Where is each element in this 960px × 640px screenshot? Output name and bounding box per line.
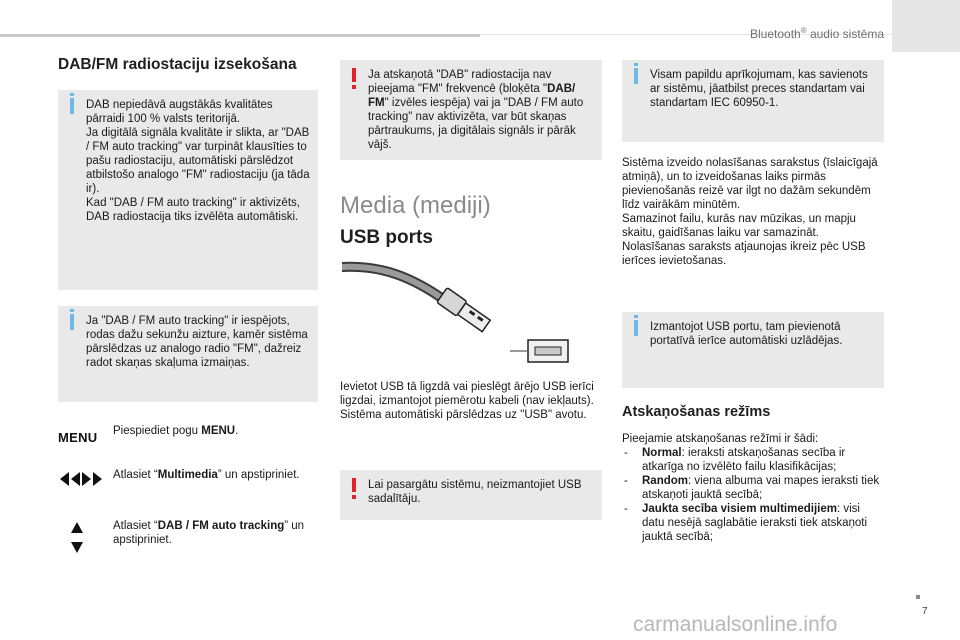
usb-ports-title: USB ports (340, 227, 433, 248)
step-menu-post: . (235, 425, 239, 437)
dab-warning-pre: Ja atskaņotā "DAB" radiostacija nav pieejama "FM" frekvencē (bloķēta " (368, 69, 552, 95)
header-rule (480, 34, 960, 35)
info-icon (634, 68, 638, 84)
playlist-text-line-2: Samazinot failu, kurās nav mūzikas, un mapju skaitu, gaidīšanas laiku var samazināt. (622, 213, 856, 239)
step-auto-tracking-post: ” un apstipriniet. (113, 520, 305, 546)
playback-modes-title: Atskaņošanas režīms (622, 404, 771, 420)
menu-button-icon: MENU (58, 430, 98, 445)
step-menu-pre: Piespiediet pogu (113, 425, 202, 437)
mode-shuffle-all (622, 502, 884, 544)
step-menu-bold: MENU (201, 425, 236, 437)
dab-info-note (58, 90, 318, 290)
header-tab (892, 0, 960, 52)
mode-shuffle-all-desc: : visi datu nesējā saglabātie ieraksti tiek atskaņoti jauktā secībā; (642, 503, 868, 543)
step-auto-tracking-pre: Atlasiet “ (113, 520, 158, 532)
up-down-arrows-icon (71, 522, 83, 553)
usb-cable-icon (342, 255, 572, 373)
page-number: 7 (922, 606, 928, 617)
playlist-text-line-3: Nolasīšanas saraksts atjaunojas ikreiz pēc USB ierīces ievietošanas. (622, 241, 866, 267)
media-title: Media (mediji) (340, 192, 491, 219)
step-multimedia (113, 468, 303, 482)
media-title-wrap (340, 192, 491, 220)
modes-text (622, 432, 884, 544)
step-auto-tracking (113, 519, 313, 547)
dab-info-line-2: Ja digitālā signāla kvalitāte ir slikta, ar "DAB / FM auto tracking" var turpināt klausīties to pašu radiostaciju, automātiski pārslēdzot atbilstošo analogo "FM" radiostaciju (ja tāda ir). (86, 127, 310, 195)
usb-title-wrap (340, 227, 433, 249)
mode-normal (622, 446, 884, 474)
section-header (750, 26, 884, 41)
dab-delay-text: Ja "DAB / FM auto tracking" ir iespējots, rodas dažu sekunžu aizture, kamēr sistēma pārslēdzas uz analogo radio "FM", dažreiz radot skaņas skaļuma izmaiņas. (86, 315, 308, 369)
header-title-rest: audio sistēma (806, 27, 884, 41)
dab-info-line-3: Kad "DAB / FM auto tracking" ir aktivizēts, DAB radiostacija tiks izvēlēta automātiski. (86, 197, 300, 223)
top-rule (0, 34, 480, 37)
dab-delay-note (58, 306, 318, 402)
modes-title-wrap (622, 404, 770, 420)
mode-random (622, 474, 884, 502)
usb-text (340, 380, 602, 422)
modes-intro: Pieejamie atskaņošanas režīmi ir šādi: (622, 433, 819, 445)
left-right-arrows-icon (60, 472, 102, 486)
usb-text-line-1: Ievietot USB tā ligzdā vai pieslēgt ārējo USB ierīci ligzdai, izmantojot piemērotu kabeli (nav iekļauts). (340, 381, 594, 407)
info-icon (70, 98, 74, 114)
usb-hub-warning-text: Lai pasargātu sistēmu, neizmantojiet USB sadalītāju. (368, 479, 582, 505)
mode-random-name: Random (642, 475, 688, 487)
mode-shuffle-all-name: Jaukta secība visiem multimedijiem (642, 503, 837, 515)
dab-warning-note (340, 60, 602, 160)
dab-warning-text (368, 68, 594, 152)
step-multimedia-pre: Atlasiet “ (113, 469, 158, 481)
playlist-text-line-1: Sistēma izveido nolasīšanas sarakstus (īslaicīgajā atmiņā), un to izveidošanas laiks pirmās pievienošanās reizē var ilgt no dažām sekundēm līdz vairākām minūtēm. (622, 157, 878, 211)
dab-fm-heading: DAB/FM radiostaciju izsekošana (58, 56, 297, 73)
header-title-sup: ® (800, 26, 807, 35)
page-dot (916, 595, 920, 599)
dab-info-line-1: DAB nepiedāvā augstākās kvalitātes pārraidi 100 % valsts teritorijā. (86, 99, 273, 125)
dab-warning-post: " izvēles iespēja) vai ja "DAB / FM auto tracking" nav aktivizēta, var būt skaņas pārtraukums, ja digitālais signāls ir pārāk vājš. (368, 97, 584, 151)
step-multimedia-post: ” un apstipriniet. (217, 469, 300, 481)
standard-info-text: Visam papildu aprīkojumam, kas savienots ar sistēmu, jāatbilst preces standartam vai standartam IEC 60950-1. (650, 69, 868, 109)
info-icon (634, 320, 638, 336)
mode-normal-desc: : ieraksti atskaņošanas secība ir atkarīga no izvēlēto failu klasifikācijas; (642, 447, 846, 473)
playlist-text (622, 156, 884, 268)
header-title-main: Bluetooth (750, 27, 801, 41)
warning-icon (352, 478, 356, 492)
standard-info-note (622, 60, 884, 142)
step-auto-tracking-bold: DAB / FM auto tracking (157, 520, 285, 532)
modes-list (622, 446, 884, 544)
warning-icon (352, 68, 356, 82)
mode-random-desc: : viena albuma vai mapes ieraksti tiek atskaņoti jauktā secībā; (642, 475, 880, 501)
charging-info-note (622, 312, 884, 388)
watermark: carmanualsonline.info (633, 613, 838, 636)
info-icon (70, 314, 74, 330)
usb-hub-warning (340, 470, 602, 520)
mode-normal-name: Normal (642, 447, 682, 459)
usb-text-line-2: Sistēma automātiski pārslēdzas uz "USB" avotu. (340, 409, 587, 421)
column-left (58, 56, 320, 74)
dab-warning-bold: DAB/ FM (368, 83, 576, 109)
charging-info-text: Izmantojot USB portu, tam pievienotā portatīvā ierīce automātiski uzlādējas. (650, 321, 843, 347)
step-menu (113, 424, 313, 438)
step-multimedia-bold: Multimedia (157, 469, 218, 481)
